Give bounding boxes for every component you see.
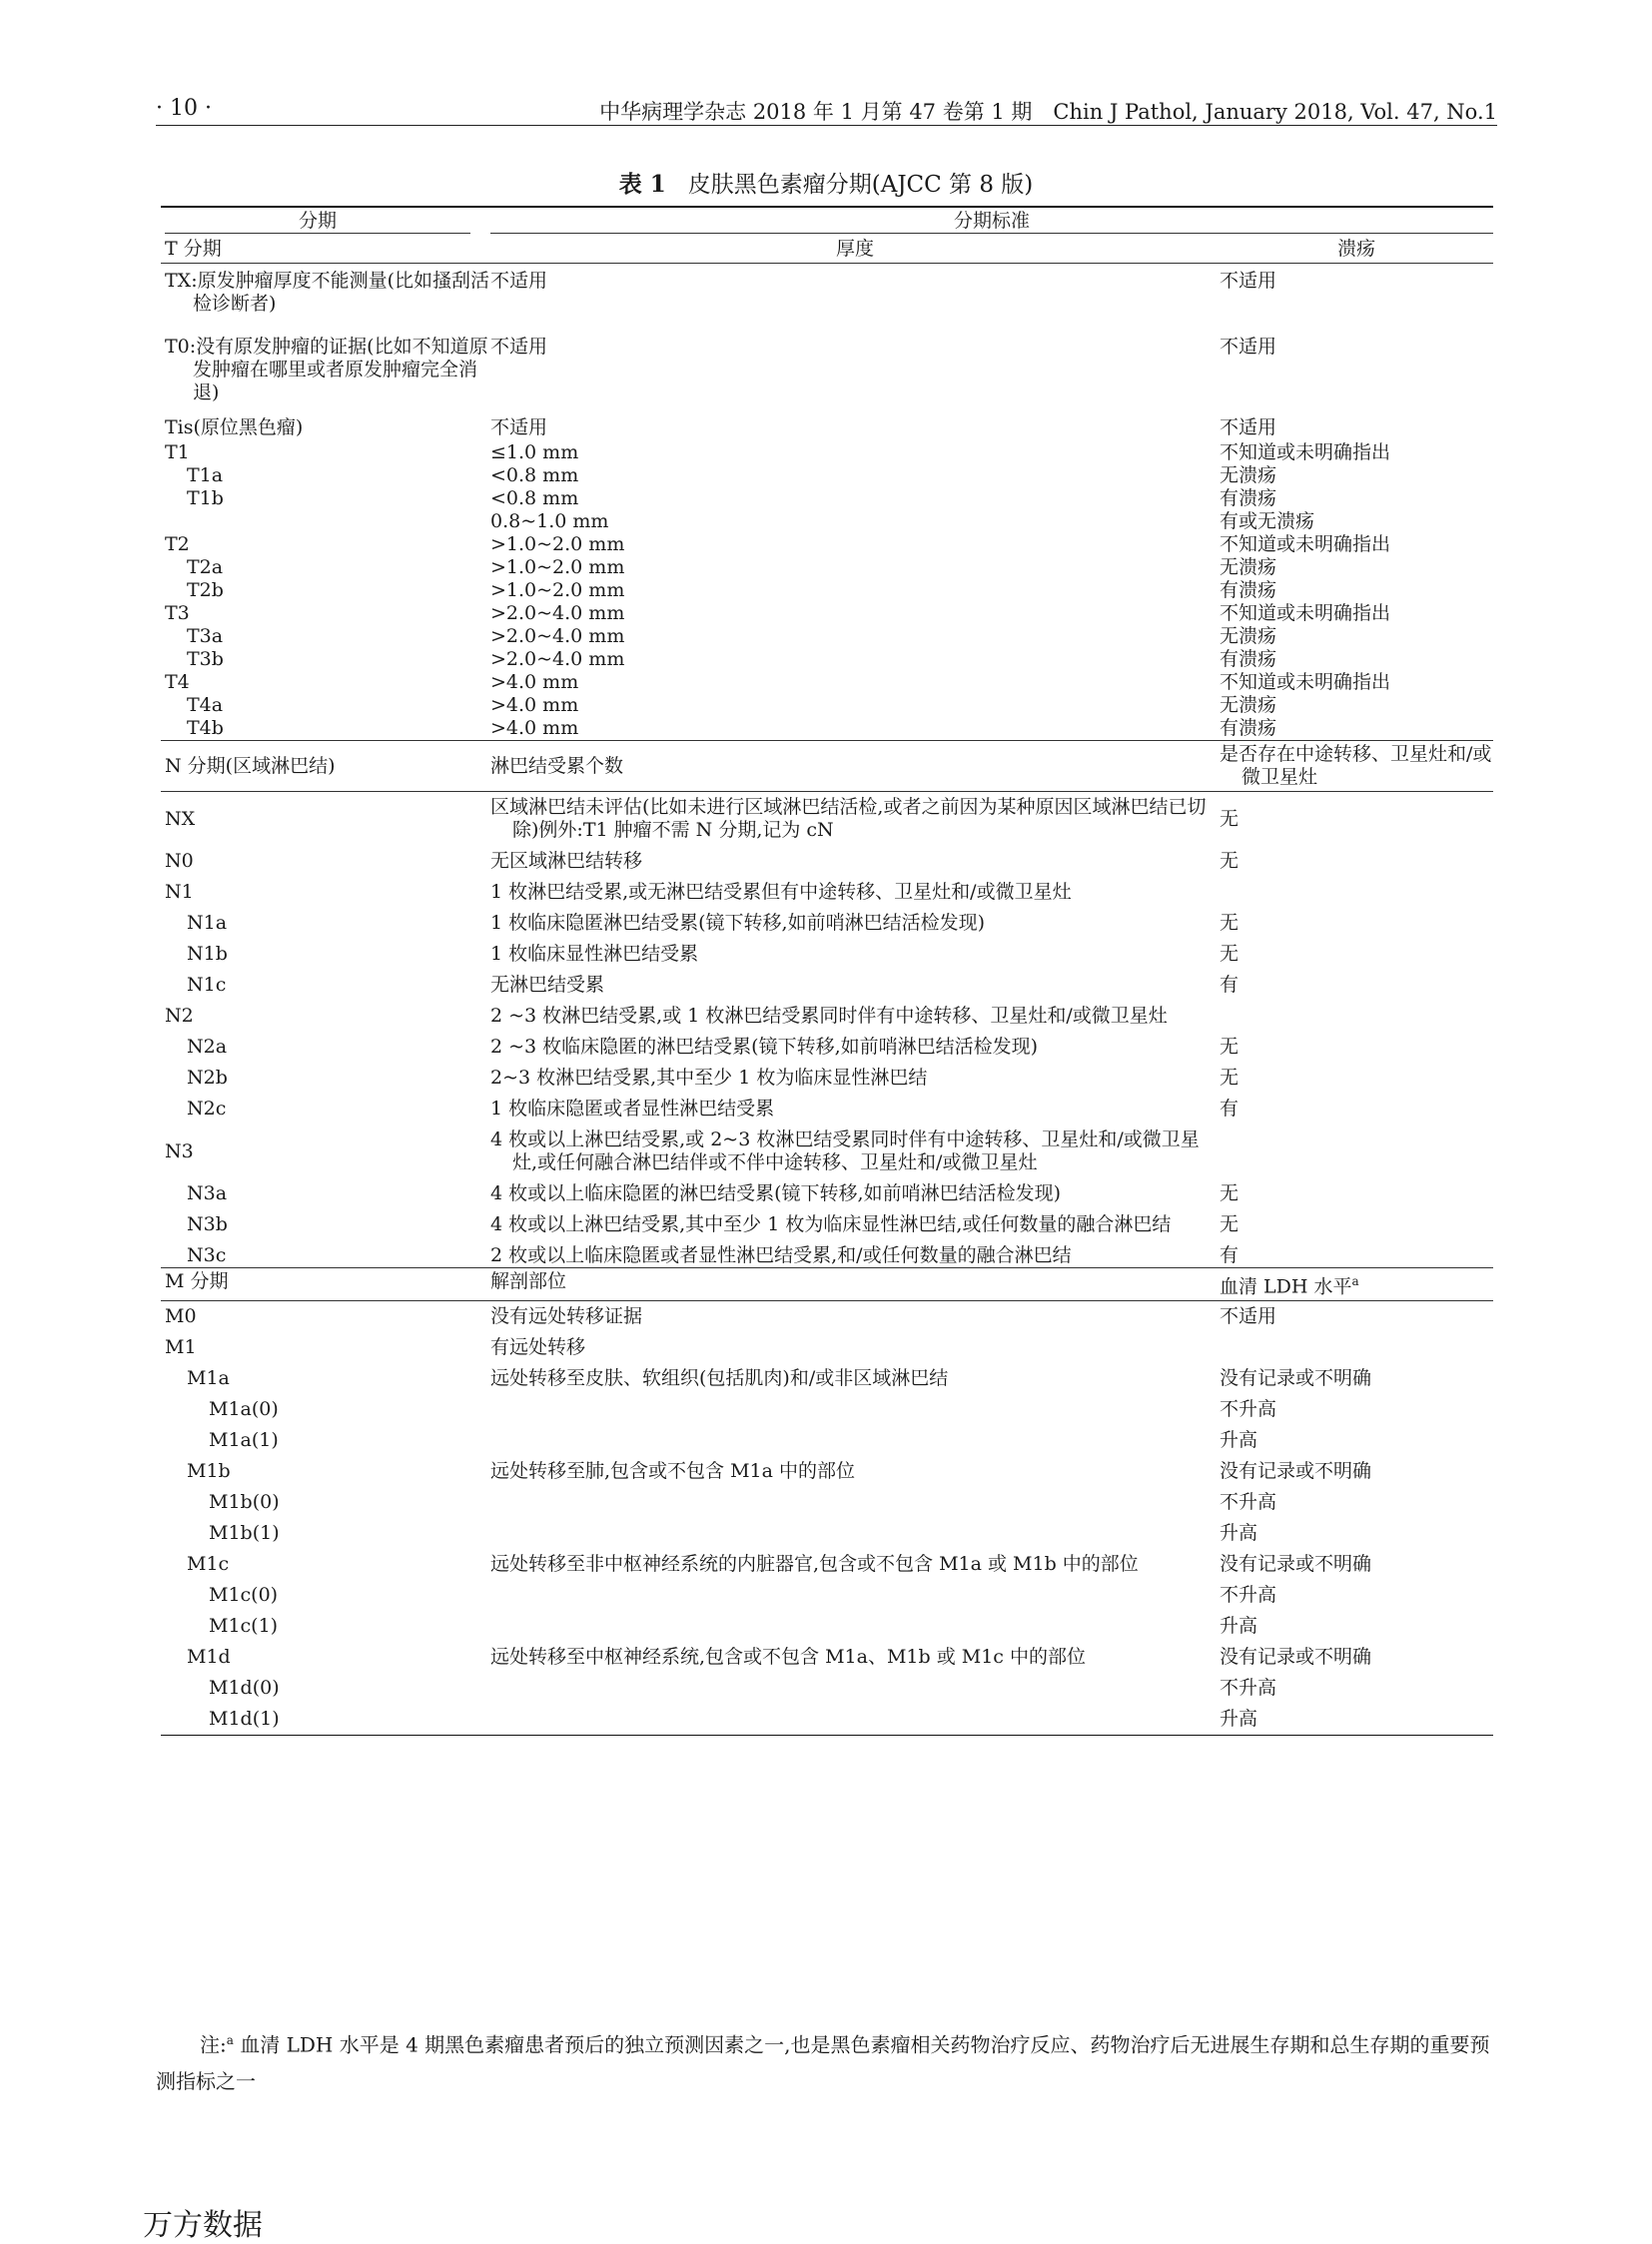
n-stage-cell: N3a — [187, 1182, 228, 1204]
lymph-node-cell: 无淋巴结受累 — [490, 974, 605, 996]
table-row — [161, 1638, 1493, 1669]
in-transit-cell: 无 — [1220, 807, 1239, 830]
ldh-cell: 升高 — [1220, 1522, 1258, 1545]
n-stage-cell: N3c — [187, 1244, 227, 1266]
table-row — [161, 1452, 1493, 1483]
ldh-cell — [1220, 1328, 1493, 1359]
thickness-cell: 不适用 — [490, 416, 548, 438]
m-stage-cell: M1b(1) — [209, 1522, 280, 1545]
m-section-header — [161, 1268, 1493, 1301]
m-stage-cell: M1a(0) — [209, 1398, 279, 1421]
table-row — [161, 439, 1493, 464]
anatomic-site-cell: 远处转移至中枢神经系统,包含或不包含 M1a、M1b 或 M1c 中的部位 — [490, 1646, 1086, 1669]
criteria-header: 分期标准 — [490, 207, 1493, 236]
table-row — [161, 404, 1493, 439]
anatomic-site-cell: 远处转移至非中枢神经系统的内脏器官,包含或不包含 M1a 或 M1b 中的部位 — [490, 1553, 1139, 1576]
t-stage-cell: T1a — [187, 464, 224, 486]
in-transit-cell: 无 — [1220, 943, 1239, 965]
table-row — [161, 1390, 1493, 1421]
n-section-body — [161, 792, 1493, 1268]
ulceration-cell: 不知道或未明确指出 — [1220, 533, 1391, 555]
thickness-cell: >4.0 mm — [490, 694, 579, 716]
ldh-cell: 没有记录或不明确 — [1220, 1367, 1372, 1390]
watermark: 万方数据 — [143, 2208, 263, 2243]
page-number: · 10 · — [156, 96, 212, 121]
t-stage-cell: T2a — [187, 556, 224, 578]
lymph-node-cell: 区域淋巴结未评估(比如未进行区域淋巴结活检,或者之前因为某种原因区域淋巴结已切除)例外:T1 肿瘤不需 N 分期,记为 cN — [490, 796, 1207, 841]
table-row — [161, 1607, 1493, 1638]
t-stage-header: T 分期 — [165, 238, 222, 260]
m-stage-cell: M1b — [187, 1460, 231, 1483]
t-stage-cell: T2b — [187, 579, 224, 601]
ulceration-cell: 无溃疡 — [1220, 464, 1277, 486]
t-stage-cell: T3a — [187, 625, 224, 647]
table-row — [161, 1359, 1493, 1390]
m-stage-cell: M0 — [165, 1305, 197, 1328]
thickness-cell: >4.0 mm — [490, 671, 579, 693]
m-stage-header: M 分期 — [165, 1270, 229, 1292]
table-row — [161, 556, 1493, 579]
table-row — [161, 1700, 1493, 1736]
staging-table — [161, 206, 1493, 1736]
table-row — [161, 904, 1493, 935]
thickness-cell: >2.0~4.0 mm — [490, 602, 625, 624]
anatomic-site-cell: 有远处转移 — [490, 1336, 586, 1359]
table-row — [161, 264, 1493, 317]
in-transit-cell: 无 — [1220, 1213, 1239, 1235]
table-row — [161, 873, 1493, 904]
ulceration-cell: 不适用 — [1220, 416, 1277, 438]
lymph-node-cell: 1 枚临床显性淋巴结受累 — [490, 943, 699, 965]
header-rule — [156, 125, 1497, 126]
m-stage-cell: M1c(1) — [209, 1615, 279, 1638]
thickness-cell: >2.0~4.0 mm — [490, 625, 625, 647]
n-stage-cell: N3 — [165, 1139, 194, 1162]
anatomic-site-cell — [490, 1607, 1220, 1638]
table-row — [161, 694, 1493, 717]
in-transit-cell — [1220, 873, 1493, 904]
t-stage-cell: T1b — [187, 487, 224, 509]
thickness-cell: <0.8 mm — [490, 464, 579, 486]
ulceration-header: 溃疡 — [1336, 238, 1375, 260]
table-row — [161, 648, 1493, 671]
ulceration-cell: 有溃疡 — [1220, 579, 1277, 601]
anatomic-site-cell — [490, 1700, 1220, 1736]
in-transit-cell: 无 — [1220, 1182, 1239, 1204]
table-row — [161, 602, 1493, 625]
table-row — [161, 1421, 1493, 1452]
anatomic-site-cell — [490, 1576, 1220, 1607]
n-stage-cell: NX — [165, 807, 196, 830]
thickness-cell: 不适用 — [490, 270, 548, 292]
ulceration-cell: 不适用 — [1220, 336, 1277, 358]
m-stage-cell: M1b(0) — [209, 1491, 280, 1514]
table-row — [161, 842, 1493, 873]
ldh-cell: 升高 — [1220, 1429, 1258, 1452]
n-stage-cell: N2c — [187, 1098, 227, 1120]
lymph-node-cell: 2 枚或以上临床隐匿或者显性淋巴结受累,和/或任何数量的融合淋巴结 — [490, 1244, 1072, 1266]
ulceration-cell: 有溃疡 — [1220, 487, 1277, 509]
in-transit-cell: 无 — [1220, 850, 1239, 872]
table-row — [161, 1090, 1493, 1121]
ulceration-cell: 无溃疡 — [1220, 694, 1277, 716]
n-stage-cell: N2 — [165, 1005, 194, 1027]
anatomic-site-cell — [490, 1421, 1220, 1452]
anatomic-site-cell — [490, 1669, 1220, 1700]
in-transit-cell: 无 — [1220, 1067, 1239, 1089]
in-transit-header: 是否存在中途转移、卫星灶和/或微卫星灶 — [1220, 743, 1492, 788]
ldh-cell: 不升高 — [1220, 1584, 1277, 1607]
anatomic-site-cell — [490, 1514, 1220, 1545]
n-stage-cell: N1a — [187, 912, 228, 934]
table-row — [161, 1205, 1493, 1236]
m-section-body — [161, 1301, 1493, 1736]
t-stage-cell: T2 — [165, 533, 190, 555]
anatomic-site-cell: 远处转移至肺,包含或不包含 M1a 中的部位 — [490, 1460, 855, 1483]
lymph-node-cell: 1 枚临床隐匿淋巴结受累(镜下转移,如前哨淋巴结活检发现) — [490, 912, 985, 934]
n-stage-cell: N2b — [187, 1067, 228, 1089]
n-stage-cell: N2a — [187, 1036, 228, 1058]
anatomic-site-header: 解剖部位 — [490, 1270, 567, 1292]
ulceration-cell: 不适用 — [1220, 270, 1277, 292]
anatomic-site-cell: 没有远处转移证据 — [490, 1305, 643, 1328]
table-row — [161, 533, 1493, 556]
table-header-row — [161, 207, 1493, 236]
t-stage-cell — [161, 510, 490, 533]
m-stage-cell: M1c(0) — [209, 1584, 279, 1607]
thickness-cell: >1.0~2.0 mm — [490, 556, 625, 578]
ldh-cell: 升高 — [1220, 1615, 1258, 1638]
lymph-node-cell: 4 枚或以上临床隐匿的淋巴结受累(镜下转移,如前哨淋巴结活检发现) — [490, 1182, 1061, 1204]
ldh-header: 血清 LDH 水平$^a$ — [1220, 1274, 1359, 1298]
t-section-header — [161, 236, 1493, 264]
n-stage-cell: N1 — [165, 881, 194, 903]
m-stage-cell: M1a(1) — [209, 1429, 279, 1452]
t-stage-cell: TX:原发肿瘤厚度不能测量(比如搔刮活检诊断者) — [165, 270, 490, 315]
anatomic-site-cell — [490, 1483, 1220, 1514]
table-row — [161, 1669, 1493, 1700]
thickness-cell: 不适用 — [490, 336, 548, 358]
thickness-cell: <0.8 mm — [490, 487, 579, 509]
thickness-cell: >4.0 mm — [490, 717, 579, 739]
table-row — [161, 487, 1493, 510]
ldh-cell: 不升高 — [1220, 1677, 1277, 1700]
ulceration-cell: 有溃疡 — [1220, 648, 1277, 670]
n-stage-cell: N1c — [187, 974, 227, 996]
n-stage-cell: N3b — [187, 1213, 228, 1235]
in-transit-cell: 有 — [1220, 974, 1239, 996]
table-row — [161, 792, 1493, 843]
table-row — [161, 579, 1493, 602]
lymph-node-cell: 1 枚淋巴结受累,或无淋巴结受累但有中途转移、卫星灶和/或微卫星灶 — [490, 881, 1072, 903]
stage-header: 分期 — [161, 207, 490, 236]
m-stage-cell: M1d(1) — [161, 1700, 490, 1736]
ldh-cell: 没有记录或不明确 — [1220, 1553, 1372, 1576]
thickness-cell: ≤1.0 mm — [490, 441, 579, 463]
in-transit-cell — [1220, 1121, 1493, 1174]
anatomic-site-cell: 远处转移至皮肤、软组织(包括肌肉)和/或非区域淋巴结 — [490, 1367, 949, 1390]
m-stage-cell: M1d — [187, 1646, 231, 1669]
in-transit-cell — [1220, 997, 1493, 1028]
m-stage-cell: M1c — [187, 1553, 230, 1576]
n-stage-cell: N1b — [187, 943, 228, 965]
t-stage-cell: T1 — [165, 441, 190, 463]
table-row — [161, 1028, 1493, 1059]
table-row — [161, 1236, 1493, 1268]
ulceration-cell: 不知道或未明确指出 — [1220, 441, 1391, 463]
table-row — [161, 464, 1493, 487]
lymph-node-cell: 2 ~3 枚临床隐匿的淋巴结受累(镜下转移,如前哨淋巴结活检发现) — [490, 1036, 1039, 1058]
t-stage-cell: T4b — [187, 717, 224, 739]
t-stage-cell: T4 — [165, 671, 190, 693]
ulceration-cell: 有溃疡 — [1220, 717, 1277, 739]
lymph-node-cell: 4 枚或以上淋巴结受累,或 2~3 枚淋巴结受累同时伴有中途转移、卫星灶和/或微卫星灶,或任何融合淋巴结伴或不伴中途转移、卫星灶和/或微卫星灶 — [490, 1128, 1200, 1173]
in-transit-cell: 有 — [1220, 1098, 1239, 1120]
anatomic-site-cell — [490, 1390, 1220, 1421]
ldh-cell: 不适用 — [1220, 1305, 1277, 1328]
n-section-header — [161, 741, 1493, 792]
table-row — [161, 966, 1493, 997]
table-row — [161, 935, 1493, 966]
journal-header: 中华病理学杂志 2018 年 1 月第 47 卷第 1 期 Chin J Pathol, January 2018, Vol. 47, No.1 — [599, 100, 1497, 124]
m-stage-cell: M1a — [187, 1367, 230, 1390]
lymph-node-cell: 无区域淋巴结转移 — [490, 850, 643, 872]
table-row — [161, 1483, 1493, 1514]
footnote: 注:$^a$ 血清 LDH 水平是 4 期黑色素瘤患者预后的独立预测因素之一,也是黑色素瘤相关药物治疗反应、药物治疗后无进展生存期和总生存期的重要预测指标之一 — [156, 2032, 1490, 2093]
lymph-node-cell: 4 枚或以上淋巴结受累,其中至少 1 枚为临床显性淋巴结,或任何数量的融合淋巴结 — [490, 1213, 1172, 1235]
table-row — [161, 671, 1493, 694]
thickness-cell: >2.0~4.0 mm — [490, 648, 625, 670]
t-stage-cell: T3b — [187, 648, 224, 670]
table-label: 表 1 — [618, 171, 666, 198]
ulceration-cell: 不知道或未明确指出 — [1220, 602, 1391, 624]
t-section-body — [161, 264, 1493, 741]
n-stage-header: N 分期(区域淋巴结) — [165, 754, 336, 777]
in-transit-cell: 无 — [1220, 1036, 1239, 1058]
lymph-node-count-header: 淋巴结受累个数 — [490, 754, 624, 777]
table-row — [161, 997, 1493, 1028]
thickness-cell: >1.0~2.0 mm — [490, 579, 625, 601]
table-row — [161, 1545, 1493, 1576]
n-stage-cell: N0 — [165, 850, 194, 872]
table-row — [161, 1576, 1493, 1607]
ldh-cell: 升高 — [1220, 1700, 1493, 1736]
ldh-cell: 不升高 — [1220, 1398, 1277, 1421]
table-row — [161, 1328, 1493, 1359]
lymph-node-cell: 2 ~3 枚淋巴结受累,或 1 枚淋巴结受累同时伴有中途转移、卫星灶和/或微卫星灶 — [490, 1005, 1168, 1027]
t-stage-cell: T3 — [165, 602, 190, 624]
table-row — [161, 1174, 1493, 1205]
table-row — [161, 316, 1493, 404]
ldh-cell: 没有记录或不明确 — [1220, 1646, 1372, 1669]
ulceration-cell: 不知道或未明确指出 — [1220, 671, 1391, 693]
table-row — [161, 1514, 1493, 1545]
table-title — [0, 166, 1652, 199]
table-row — [161, 1059, 1493, 1090]
thickness-cell: >1.0~2.0 mm — [490, 533, 625, 555]
t-stage-cell: T0:没有原发肿瘤的证据(比如不知道原发肿瘤在哪里或者原发肿瘤完全消退) — [165, 336, 488, 403]
lymph-node-cell: 2~3 枚淋巴结受累,其中至少 1 枚为临床显性淋巴结 — [490, 1067, 928, 1089]
lymph-node-cell: 1 枚临床隐匿或者显性淋巴结受累 — [490, 1098, 775, 1120]
in-transit-cell: 无 — [1220, 912, 1239, 934]
table-row — [161, 1301, 1493, 1329]
table-row — [161, 717, 1493, 741]
ldh-cell: 不升高 — [1220, 1491, 1277, 1514]
table-row — [161, 625, 1493, 648]
thickness-header: 厚度 — [835, 238, 874, 260]
table-row — [161, 510, 1493, 533]
ulceration-cell: 无溃疡 — [1220, 625, 1277, 647]
in-transit-cell: 有 — [1220, 1244, 1239, 1266]
ldh-cell: 没有记录或不明确 — [1220, 1460, 1372, 1483]
t-stage-cell: Tis(原位黑色瘤) — [165, 416, 304, 438]
m-stage-cell: M1d(0) — [209, 1677, 280, 1700]
thickness-cell: 0.8~1.0 mm — [490, 510, 609, 532]
t-stage-cell: T4a — [187, 694, 224, 716]
table-row — [161, 1121, 1493, 1174]
table-title-text: 皮肤黑色素瘤分期(AJCC 第 8 版) — [687, 172, 1034, 198]
ulceration-cell: 有或无溃疡 — [1220, 510, 1315, 532]
m-stage-cell: M1 — [165, 1336, 197, 1359]
ulceration-cell: 无溃疡 — [1220, 556, 1277, 578]
